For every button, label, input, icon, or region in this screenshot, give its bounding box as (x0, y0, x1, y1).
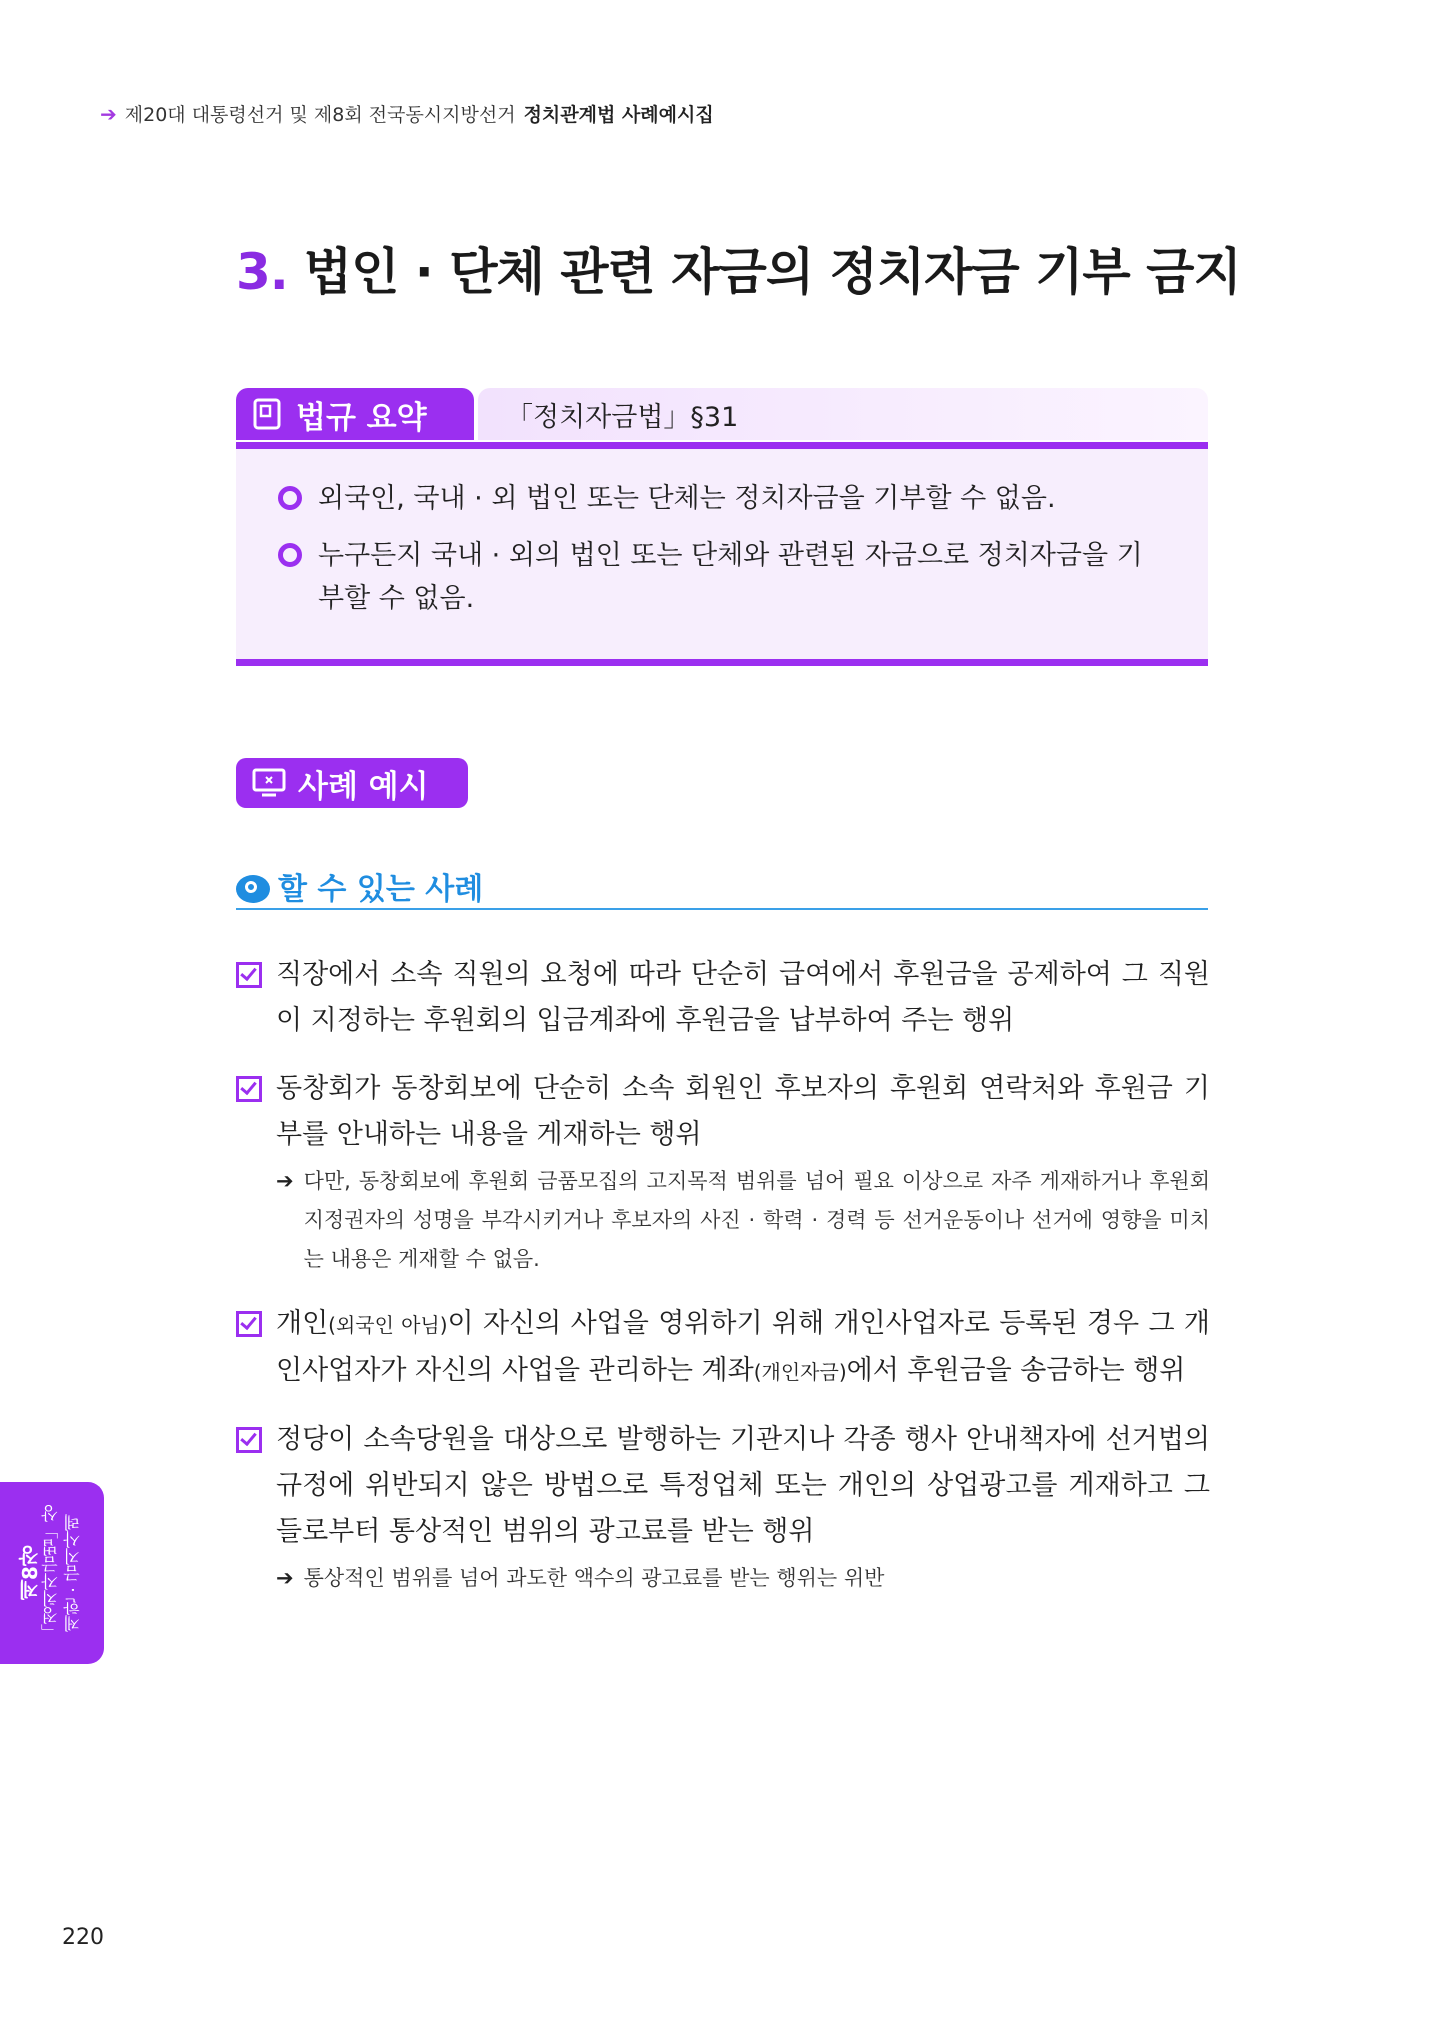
allowed-cases-heading-text: 할 수 있는 사례 (278, 872, 484, 907)
allowed-cases-heading (236, 864, 1208, 910)
arrow-icon: ➔ (276, 1169, 294, 1193)
page-number: 220 (62, 1925, 104, 1950)
law-item-text: 외국인, 국내 · 외 법인 또는 단체는 정치자금을 기부할 수 없음. (318, 483, 1056, 514)
law-summary-body (236, 449, 1208, 659)
case-text-part-small: (외국인 아님) (328, 1313, 448, 1337)
running-header (100, 100, 714, 127)
divider (236, 659, 1208, 666)
chapter-side-tab (0, 1482, 104, 1664)
header-text: 제20대 대통령선거 및 제8회 전국동시지방선거 (124, 104, 516, 126)
case-text-part: 이 자신의 사업을 영위하기 위해 개인사업자로 등록된 경우 그 개인사업자가 자신의 사업을 관리하는 계좌 (276, 1308, 1210, 1386)
law-item (278, 534, 1168, 620)
case-text: 정당이 소속당원을 대상으로 발행하는 기관지나 각종 행사 안내책자에 선거법의 규정에 위반되지 않은 방법으로 특정업체 또는 개인의 상업광고를 게재하고 그들로부터 통상적인 범위의 광고료를 받는 행위 (276, 1424, 1210, 1547)
case-item (236, 1417, 1210, 1598)
case-list (236, 952, 1210, 1620)
law-summary-tab (236, 388, 474, 440)
section-title (236, 232, 1241, 304)
case-text-part: 에서 후원금을 송금하는 행위 (846, 1355, 1186, 1386)
header-bold-text: 정치관계법 사례예시집 (523, 104, 714, 126)
case-text-part: 개인 (276, 1308, 329, 1339)
case-item (236, 1301, 1210, 1395)
checkbox-icon (236, 1427, 262, 1453)
case-note (276, 1559, 1210, 1598)
chapter-number: 제8장 (18, 1546, 42, 1600)
monitor-icon (252, 768, 286, 798)
case-example-tab (236, 758, 468, 808)
section-title-text: 법인 · 단체 관련 자금의 정치자금 기부 금지 (303, 243, 1241, 301)
section-number: 3. (236, 243, 288, 301)
arrow-icon: ➔ (100, 101, 117, 126)
case-note (276, 1162, 1210, 1279)
chapter-subtitle-1: 「정치자금법」상 (42, 1505, 62, 1641)
law-item (278, 477, 1168, 520)
case-item (236, 952, 1210, 1044)
checkbox-icon (236, 962, 262, 988)
case-text: 직장에서 소속 직원의 요청에 따라 단순히 급여에서 후원금을 공제하여 그 직원이 지정하는 후원회의 입금계좌에 후원금을 납부하여 주는 행위 (276, 959, 1210, 1036)
case-example-label: 사례 예시 (298, 768, 429, 805)
case-note-text: 통상적인 범위를 넘어 과도한 액수의 광고료를 받는 행위는 위반 (303, 1566, 885, 1590)
speech-bubble-icon (236, 875, 270, 903)
arrow-icon: ➔ (276, 1566, 294, 1590)
checkbox-icon (236, 1311, 262, 1337)
bullet-icon (278, 543, 302, 567)
book-icon (252, 398, 282, 430)
chapter-subtitle-2: 제한 · 금지사례 (64, 1513, 84, 1633)
case-item (236, 1066, 1210, 1279)
law-reference: 「정치자금법」§31 (478, 388, 1208, 440)
chapter-side-text (19, 1505, 85, 1641)
law-item-text: 누구든지 국내 · 외의 법인 또는 단체와 관련된 자금으로 정치자금을 기부할 수 없음. (318, 540, 1143, 614)
law-summary-label: 법규 요약 (296, 399, 427, 436)
checkbox-icon (236, 1076, 262, 1102)
case-text-part-small: (개인자금) (753, 1360, 847, 1384)
bullet-icon (278, 486, 302, 510)
case-text: 동창회가 동창회보에 단순히 소속 회원인 후보자의 후원회 연락처와 후원금 기부를 안내하는 내용을 게재하는 행위 (276, 1073, 1210, 1150)
divider (236, 442, 1208, 449)
case-text (276, 1301, 1210, 1395)
case-note-text: 다만, 동창회보에 후원회 금품모집의 고지목적 범위를 넘어 필요 이상으로 자주 게재하거나 후원회지정권자의 성명을 부각시키거나 후보자의 사진 · 학력 · 경력 등 선거운동이나 선거에 영향을 미치는 내용은 게재할 수 없음. (303, 1169, 1210, 1271)
